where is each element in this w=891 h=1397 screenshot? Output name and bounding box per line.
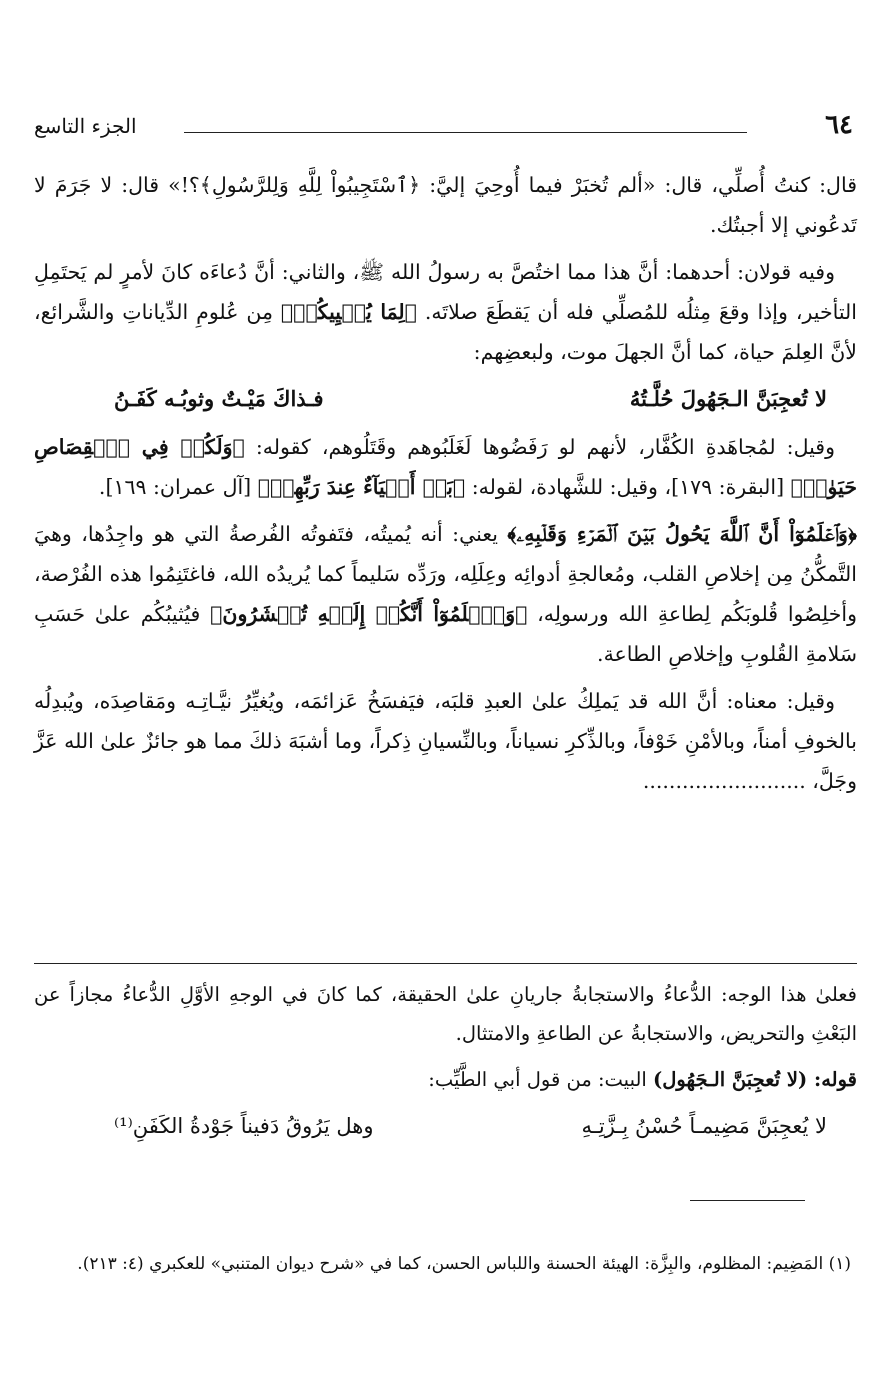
running-title: الجزء التاسع	[34, 114, 137, 138]
paragraph-4-text-b: فيُثيبُكُم علىٰ حَسَبِ سَلامةِ القُلوبِ وإخلاصِ الطاعة.	[34, 602, 857, 666]
poetry-verse-1	[34, 379, 857, 419]
quran-reference: [آل عمران: ١٦٩].	[98, 475, 258, 499]
paragraph-2-text-b: مِن عُلومِ الدِّياناتِ والشَّرائع، لأنَّ العِلمَ حياة، كما أنَّ الجهلَ موت، ولبعضِهم:	[34, 300, 857, 364]
page-header	[34, 110, 857, 150]
main-text	[34, 165, 857, 808]
quran-quote: ﴿بَلۡ أَحۡيَآءٌ عِندَ رَبِّهِمۡ﴾	[257, 475, 466, 499]
commentary-text: البيت: من قول أبي الطَّيِّب:	[428, 1068, 654, 1091]
paragraph-4-text-a: يعني: أنه يُميتُه، فتَفوتُه الفُرصةُ التي هو واجِدُها، وهيَ التَّمكُّنُ مِن إخلاصِ القلب، ومُعالجةِ أدوائِه وعِلَلِه، ورَدِّه سَليماً كما يُريدُه الله، فاغتَنِمُوا هذه الفُرْصة، وأخلِصُوا قُلوبَكُم لِطاعةِ الله ورسولِه،	[34, 522, 857, 626]
footnote-divider	[690, 1200, 805, 1201]
commentary-label: قوله: (لا تُعجِبَنَّ الـجَهُول)	[653, 1068, 857, 1091]
quran-quote: ﴿وَلَكُمۡ فِي ٱلۡقِصَاصِ حَيَوٰةٞ﴾	[34, 435, 857, 499]
commentary-paragraph-1: فعلىٰ هذا الوجه: الدُّعاءُ والاستجابةُ جاريانِ علىٰ الحقيقة، كما كانَ في الوجهِ الأوَّلِ الدُّعاءُ مجازاً عن البَعْثِ والتحريض، والاستجابةُ عن الطاعةِ والامتثال.	[34, 983, 857, 1045]
paragraph-3-text-a: وقيل: لمُجاهَدةِ الكُفَّار، لأنهم لو رَفَضُوها لَغَلَبُوهم وقَتَلُوهم، كقوله:	[244, 435, 836, 459]
paragraph-5: وقيل: معناه: أنَّ الله قد يَملِكُ علىٰ العبدِ قلبَه، فيَفسَخُ عَزائمَه، ويُغيِّرُ نيَّـاتِـه ومَقاصِدَه، ويُبدِلُه بالخوفِ أمناً، وبالأمْنِ خَوْفاً، وبالذِّكرِ نسياناً، وبالنِّسيانِ ذِكراً، وما أشبَهَ ذلكَ مما هو جائزٌ علىٰ الله عَزَّ وجَلَّ، .........................	[34, 689, 857, 793]
commentary-section	[34, 975, 857, 1154]
quran-quote: ﴿وَٱعۡلَمُوٓاْ أَنَّ ٱللَّهَ يَحُولُ بَيۡنَ ٱلۡمَرۡءِ وَقَلۡبِهِۦ﴾	[507, 522, 857, 546]
verse-2-second-hemistich: وهل يَرُوقُ دَفيناً جَوْدةُ الكَفَنِ⁽¹⁾	[114, 1114, 374, 1138]
commentary-paragraph-2	[34, 1060, 857, 1099]
paragraph-1: قال: كنتُ أُصلِّي، قال: «ألم تُخبَرْ فيما أُوحِيَ إليَّ: ﴿ٱسْتَجِيبُواْ لِلَّهِ وَلِلرَّسُولِ﴾؟!» قال: لا جَرَمَ لا تَدعُوني إلا أجبتُك.	[34, 173, 857, 237]
page-number: ٦٤	[825, 110, 853, 140]
commentary-divider	[34, 963, 857, 964]
paragraph-2-text-a: وفيه قولان: أحدهما: أنَّ هذا مما اختُصَّ به رسولُ الله ﷺ، والثاني: أنَّ دُعاءَه كانَ لأمرٍ لم يَحتَمِلِ التأخير، وإذا وقعَ مِثلُه للمُصلِّي فله أن يَقطَعَ صلاتَه.	[34, 260, 857, 324]
poetry-verse-2	[34, 1106, 857, 1146]
paragraph-4	[34, 514, 857, 674]
quran-quote: ﴿وَٱعۡلَمُوٓاْ أَنَّكُمۡ إِلَيۡهِ تُحۡشَرُونَ﴾	[210, 602, 528, 626]
paragraph-3-text-b: ، وقيل: للشَّهادة، لقوله:	[465, 475, 672, 499]
paragraph-2	[34, 252, 857, 372]
verse-1-first-hemistich: لا تُعجِبَنَّ الـجَهُولَ حُلَّـتُهُ	[629, 386, 827, 411]
verse-2-first-hemistich: لا يُعجِبَنَّ مَضِيمـاً حُسْنُ بِـزَّتِـهِ	[581, 1114, 827, 1138]
quran-reference: [البقرة: ١٧٩]	[671, 475, 791, 499]
paragraph-3	[34, 427, 857, 507]
verse-1-second-hemistich: فـذاكَ مَيْـتٌ وثوبُـه كَفَـنُ	[114, 386, 324, 411]
quran-quote: ﴿لِمَا يُحۡيِيكُمۡ﴾	[280, 300, 417, 324]
header-rule	[184, 132, 747, 133]
footnote: (١) المَضِيم: المظلوم، والبِزَّة: الهيئة الحسنة واللباس الحسن، كما في «شرح ديوان المتنبي» للعكبري (٤: ٢١٣).	[77, 1254, 851, 1274]
